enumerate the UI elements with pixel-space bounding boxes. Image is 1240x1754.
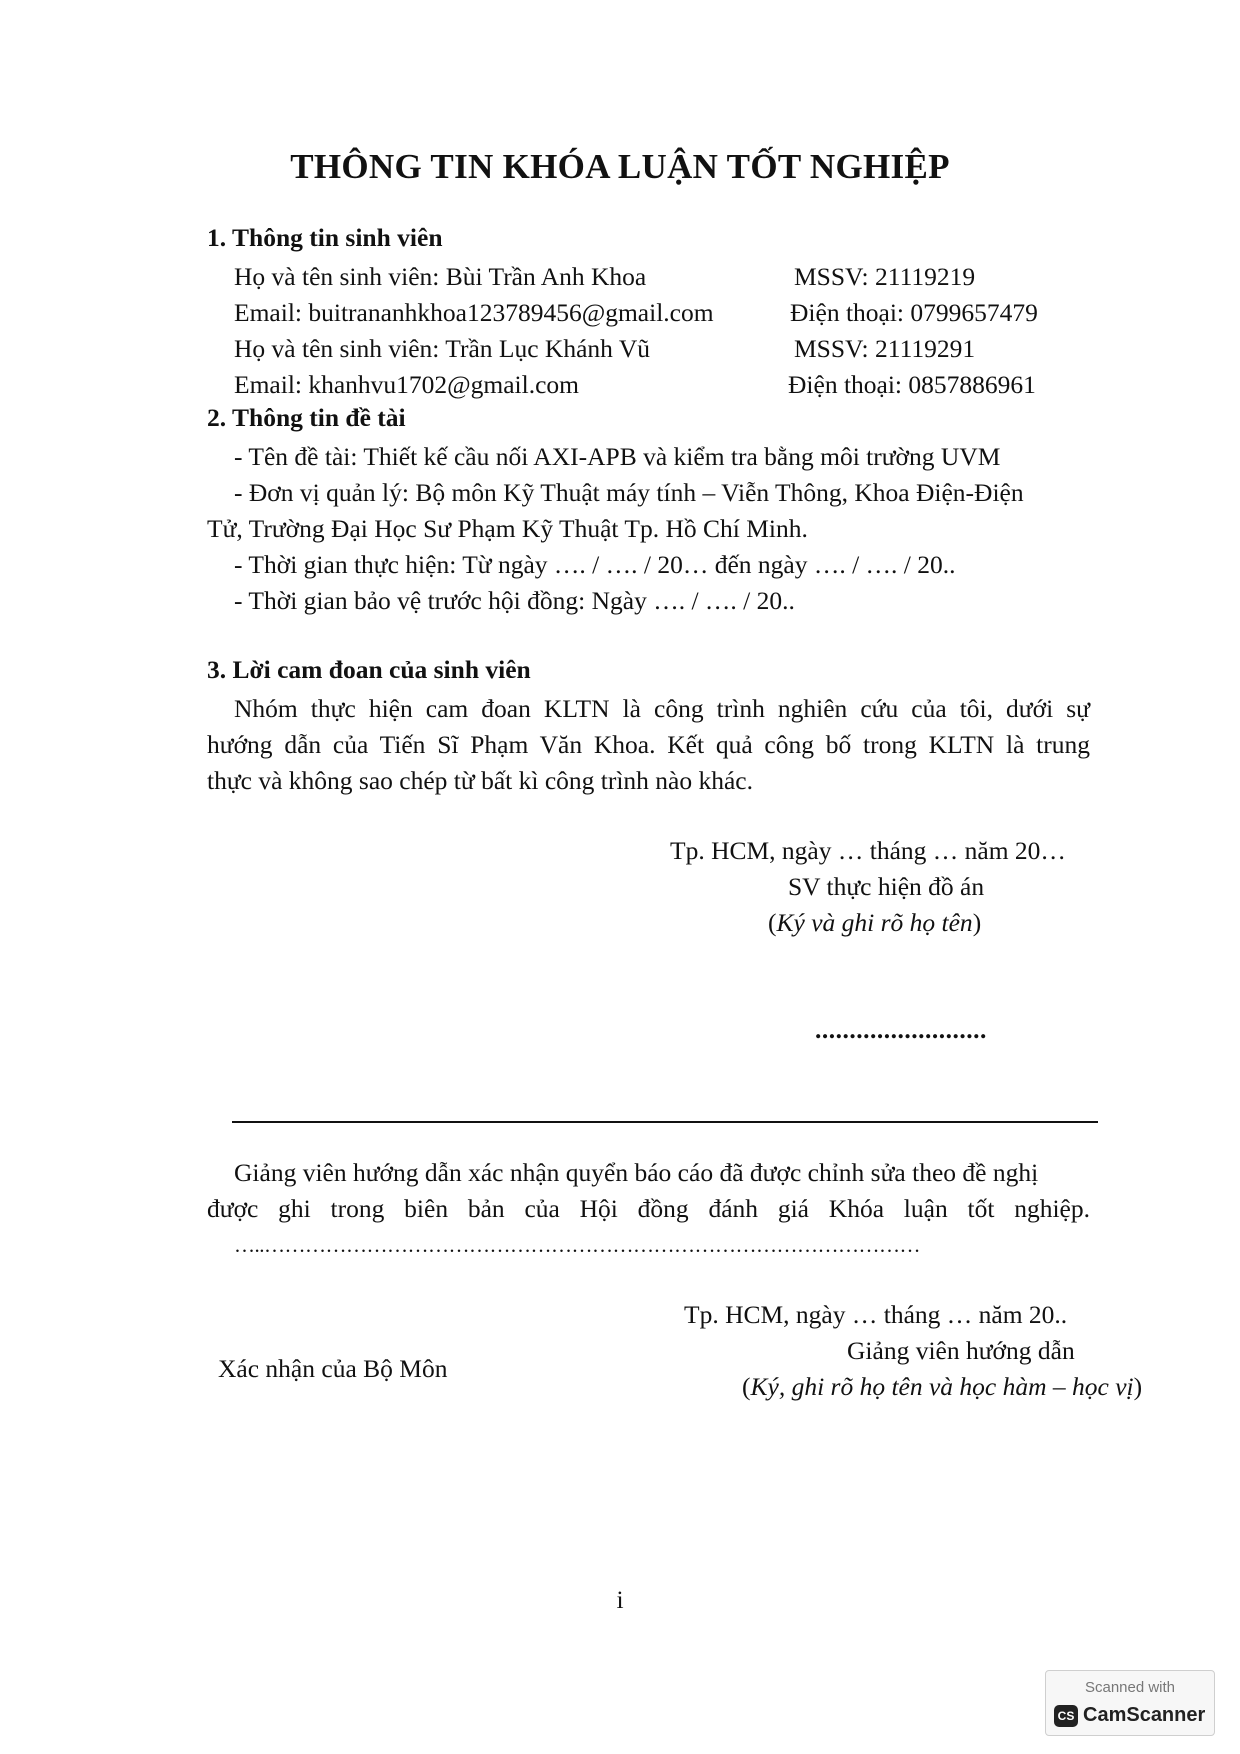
section3-heading: 3. Lời cam đoan của sinh viên [207, 655, 531, 684]
student-sign-note-text: Ký và ghi rõ họ tên [776, 908, 973, 937]
advisor-sign-note: (Ký, ghi rõ họ tên và học hàm – học vị) [742, 1372, 1143, 1401]
confirmation-line: được ghi trong biên bản của Hội đồng đánh giá Khóa luận tốt nghiệp. [207, 1194, 1090, 1223]
camscanner-logo-icon: CS [1054, 1705, 1078, 1727]
student-signature-dots: ......................... [815, 1015, 987, 1044]
unit-line-cont: Tử, Trường Đại Học Sư Phạm Kỹ Thuật Tp. Hồ Chí Minh. [207, 514, 808, 543]
student1-mssv: MSSV: 21119219 [794, 262, 976, 291]
duration-line: - Thời gian thực hiện: Từ ngày …. / …. / 20… đến ngày …. / …. / 20.. [234, 550, 956, 579]
student-signer: SV thực hiện đồ án [788, 872, 985, 901]
advisor-sign-note-text: Ký, ghi rõ họ tên và học hàm – học vị [750, 1372, 1134, 1401]
unit-line: - Đơn vị quản lý: Bộ môn Kỹ Thuật máy tính – Viễn Thông, Khoa Điện-Điện [234, 478, 1024, 507]
defense-line: - Thời gian bảo vệ trước hội đồng: Ngày …. / …. / 20.. [234, 586, 795, 615]
student1-phone: Điện thoại: 0799657479 [790, 298, 1038, 327]
student2-name: Họ và tên sinh viên: Trần Lục Khánh Vũ [234, 334, 650, 363]
student2-email: Email: khanhvu1702@gmail.com [234, 370, 580, 399]
advisor-date-line: Tp. HCM, ngày … tháng … năm 20.. [684, 1300, 1068, 1329]
student1-name: Họ và tên sinh viên: Bùi Trần Anh Khoa [234, 262, 647, 291]
commitment-line: thực và không sao chép từ bất kì công trình nào khác. [207, 766, 753, 795]
student1-email: Email: buitrananhkhoa123789456@gmail.com [234, 298, 714, 327]
department-confirmation: Xác nhận của Bộ Môn [218, 1354, 448, 1383]
page-number: i [616, 1585, 624, 1614]
commitment-line: Nhóm thực hiện cam đoan KLTN là công trình nghiên cứu của tôi, dưới sự [234, 694, 1090, 723]
student2-phone: Điện thoại: 0857886961 [788, 370, 1036, 399]
badge-name: CamScanner [1083, 1704, 1206, 1726]
advisor-signer: Giảng viên hướng dẫn [847, 1336, 1075, 1365]
commitment-line: hướng dẫn của Tiến Sĩ Phạm Văn Khoa. Kết quả công bố trong KLTN là trung [207, 730, 1090, 759]
page-title: THÔNG TIN KHÓA LUẬN TỐT NGHIỆP [290, 147, 950, 186]
confirmation-line: Giảng viên hướng dẫn xác nhận quyển báo cáo đã được chỉnh sửa theo đề nghị [234, 1158, 1039, 1187]
separator-line [232, 1121, 1098, 1123]
badge-top-text: Scanned with [1084, 1679, 1176, 1696]
confirmation-dots: …..…………………………………………………………………………………… [234, 1233, 920, 1257]
camscanner-badge [1045, 1670, 1215, 1736]
section1-heading: 1. Thông tin sinh viên [207, 223, 443, 252]
student2-mssv: MSSV: 21119291 [794, 334, 976, 363]
section2-heading: 2. Thông tin đề tài [207, 403, 406, 432]
student-sign-note: (Ký và ghi rõ họ tên) [768, 908, 982, 937]
topic-line: - Tên đề tài: Thiết kế cầu nối AXI-APB và kiểm tra bằng môi trường UVM [234, 442, 1001, 471]
student-date-line: Tp. HCM, ngày … tháng … năm 20… [670, 836, 1066, 865]
